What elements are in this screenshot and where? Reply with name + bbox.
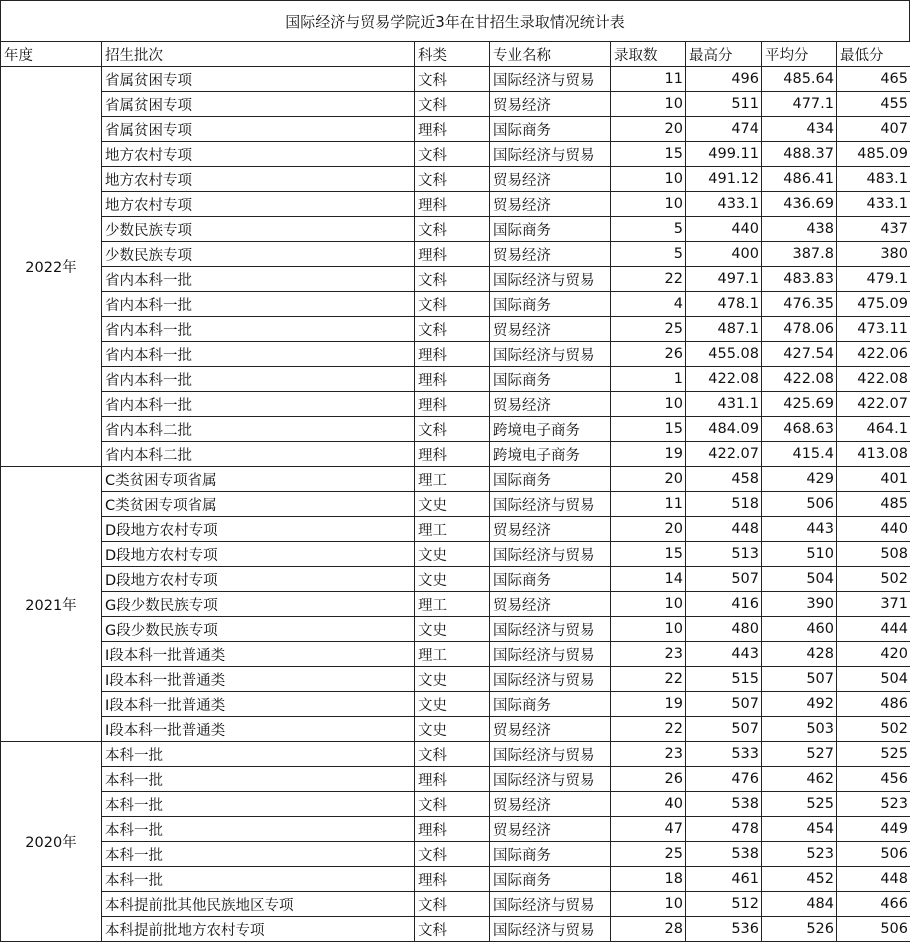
batch-cell: C类贫困专项省属 [102,467,415,492]
category-cell: 文史 [415,492,490,517]
admitted-count-cell: 10 [611,617,686,642]
avg-score-cell: 427.54 [762,342,837,367]
avg-score-cell: 468.63 [762,417,837,442]
table-row [1,767,910,792]
table-row [1,142,910,167]
table-body [1,67,910,942]
max-score-cell: 487.1 [686,317,762,342]
category-cell: 理科 [415,367,490,392]
max-score-cell: 433.1 [686,192,762,217]
max-score-cell: 484.09 [686,417,762,442]
table-row [1,717,910,742]
major-cell: 贸易经济 [490,392,611,417]
admitted-count-cell: 20 [611,517,686,542]
min-score-cell: 380 [837,242,910,267]
major-cell: 贸易经济 [490,242,611,267]
batch-cell: I段本科一批普通类 [102,642,415,667]
table-row [1,117,910,142]
table-row [1,167,910,192]
table-row [1,617,910,642]
table-row [1,842,910,867]
avg-score-cell: 478.06 [762,317,837,342]
admission-table [0,41,910,942]
max-score-cell: 458 [686,467,762,492]
avg-score-cell: 527 [762,742,837,767]
min-score-cell: 456 [837,767,910,792]
max-score-cell: 538 [686,792,762,817]
min-score-cell: 485.09 [837,142,910,167]
category-cell: 文史 [415,667,490,692]
table-row [1,917,910,942]
table-row [1,867,910,892]
max-score-cell: 491.12 [686,167,762,192]
major-cell: 国际商务 [490,867,611,892]
category-cell: 文科 [415,217,490,242]
major-cell: 国际商务 [490,117,611,142]
major-cell: 贸易经济 [490,717,611,742]
batch-cell: 省内本科二批 [102,417,415,442]
batch-cell: 省内本科一批 [102,367,415,392]
major-cell: 国际经济与贸易 [490,617,611,642]
admitted-count-cell: 47 [611,817,686,842]
major-cell: 国际商务 [490,367,611,392]
min-score-cell: 525 [837,742,910,767]
batch-cell: 省内本科一批 [102,317,415,342]
batch-cell: 本科提前批其他民族地区专项 [102,892,415,917]
avg-score-cell: 506 [762,492,837,517]
batch-cell: 地方农村专项 [102,192,415,217]
category-cell: 文科 [415,317,490,342]
category-cell: 文史 [415,542,490,567]
max-score-cell: 496 [686,67,762,92]
min-score-cell: 465 [837,67,910,92]
category-cell: 理工 [415,642,490,667]
min-score-cell: 483.1 [837,167,910,192]
max-score-cell: 478.1 [686,292,762,317]
admitted-count-cell: 22 [611,717,686,742]
header-row [1,42,910,67]
min-score-cell: 485 [837,492,910,517]
major-cell: 国际经济与贸易 [490,267,611,292]
admitted-count-cell: 22 [611,667,686,692]
admitted-count-cell: 26 [611,342,686,367]
min-score-cell: 401 [837,467,910,492]
table-row [1,567,910,592]
min-score-cell: 506 [837,917,910,942]
header-min-score: 最低分 [837,42,910,67]
avg-score-cell: 434 [762,117,837,142]
avg-score-cell: 523 [762,842,837,867]
min-score-cell: 502 [837,567,910,592]
max-score-cell: 507 [686,692,762,717]
max-score-cell: 474 [686,117,762,142]
avg-score-cell: 425.69 [762,392,837,417]
batch-cell: 本科一批 [102,792,415,817]
major-cell: 国际商务 [490,692,611,717]
category-cell: 文史 [415,567,490,592]
major-cell: 贸易经济 [490,817,611,842]
admitted-count-cell: 15 [611,417,686,442]
category-cell: 文科 [415,292,490,317]
admitted-count-cell: 10 [611,92,686,117]
table-row [1,492,910,517]
table-row [1,442,910,467]
min-score-cell: 413.08 [837,442,910,467]
admitted-count-cell: 14 [611,567,686,592]
min-score-cell: 440 [837,517,910,542]
batch-cell: G段少数民族专项 [102,592,415,617]
header-avg-score: 平均分 [762,42,837,67]
min-score-cell: 444 [837,617,910,642]
major-cell: 国际经济与贸易 [490,342,611,367]
category-cell: 理工 [415,517,490,542]
max-score-cell: 431.1 [686,392,762,417]
avg-score-cell: 387.8 [762,242,837,267]
batch-cell: D段地方农村专项 [102,517,415,542]
major-cell: 国际商务 [490,217,611,242]
batch-cell: G段少数民族专项 [102,617,415,642]
major-cell: 国际商务 [490,842,611,867]
category-cell: 理工 [415,592,490,617]
batch-cell: 省内本科一批 [102,392,415,417]
major-cell: 国际经济与贸易 [490,542,611,567]
batch-cell: 少数民族专项 [102,217,415,242]
category-cell: 文科 [415,267,490,292]
category-cell: 理科 [415,442,490,467]
major-cell: 国际经济与贸易 [490,917,611,942]
major-cell: 贸易经济 [490,92,611,117]
category-cell: 理科 [415,242,490,267]
category-cell: 文科 [415,417,490,442]
header-batch: 招生批次 [102,42,415,67]
major-cell: 国际经济与贸易 [490,642,611,667]
min-score-cell: 502 [837,717,910,742]
batch-cell: 地方农村专项 [102,167,415,192]
avg-score-cell: 486.41 [762,167,837,192]
batch-cell: 省内本科一批 [102,292,415,317]
table-row [1,592,910,617]
batch-cell: 本科提前批地方农村专项 [102,917,415,942]
major-cell: 国际商务 [490,467,611,492]
avg-score-cell: 428 [762,642,837,667]
max-score-cell: 440 [686,217,762,242]
admitted-count-cell: 10 [611,192,686,217]
major-cell: 国际经济与贸易 [490,742,611,767]
header-category: 科类 [415,42,490,67]
category-cell: 文科 [415,892,490,917]
category-cell: 理科 [415,192,490,217]
min-score-cell: 422.08 [837,367,910,392]
min-score-cell: 422.07 [837,392,910,417]
category-cell: 理科 [415,117,490,142]
batch-cell: 少数民族专项 [102,242,415,267]
max-score-cell: 416 [686,592,762,617]
avg-score-cell: 422.08 [762,367,837,392]
min-score-cell: 420 [837,642,910,667]
admitted-count-cell: 4 [611,292,686,317]
batch-cell: 本科一批 [102,867,415,892]
admitted-count-cell: 10 [611,892,686,917]
max-score-cell: 480 [686,617,762,642]
category-cell: 文史 [415,717,490,742]
header-max-score: 最高分 [686,42,762,67]
major-cell: 国际经济与贸易 [490,892,611,917]
batch-cell: 本科一批 [102,817,415,842]
avg-score-cell: 488.37 [762,142,837,167]
max-score-cell: 518 [686,492,762,517]
major-cell: 贸易经济 [490,517,611,542]
table-row [1,342,910,367]
batch-cell: I段本科一批普通类 [102,667,415,692]
max-score-cell: 448 [686,517,762,542]
category-cell: 理科 [415,867,490,892]
max-score-cell: 507 [686,717,762,742]
avg-score-cell: 526 [762,917,837,942]
batch-cell: 省内本科二批 [102,442,415,467]
batch-cell: 省内本科一批 [102,267,415,292]
max-score-cell: 443 [686,642,762,667]
avg-score-cell: 415.4 [762,442,837,467]
category-cell: 文科 [415,742,490,767]
max-score-cell: 515 [686,667,762,692]
admitted-count-cell: 20 [611,467,686,492]
batch-cell: 本科一批 [102,842,415,867]
avg-score-cell: 510 [762,542,837,567]
table-row [1,517,910,542]
category-cell: 理科 [415,767,490,792]
year-cell: 2022年 [1,67,102,467]
avg-score-cell: 460 [762,617,837,642]
avg-score-cell: 484 [762,892,837,917]
admitted-count-cell: 40 [611,792,686,817]
table-row [1,467,910,492]
avg-score-cell: 525 [762,792,837,817]
category-cell: 文科 [415,167,490,192]
category-cell: 理科 [415,342,490,367]
major-cell: 国际经济与贸易 [490,492,611,517]
year-cell: 2021年 [1,467,102,742]
major-cell: 贸易经济 [490,192,611,217]
admitted-count-cell: 19 [611,692,686,717]
major-cell: 国际商务 [490,292,611,317]
table-row [1,67,910,92]
category-cell: 文科 [415,917,490,942]
category-cell: 文科 [415,92,490,117]
category-cell: 理科 [415,392,490,417]
min-score-cell: 449 [837,817,910,842]
header-major: 专业名称 [490,42,611,67]
table-row [1,192,910,217]
max-score-cell: 533 [686,742,762,767]
major-cell: 贸易经济 [490,317,611,342]
table-row [1,267,910,292]
major-cell: 国际经济与贸易 [490,667,611,692]
category-cell: 文科 [415,142,490,167]
max-score-cell: 511 [686,92,762,117]
avg-score-cell: 390 [762,592,837,617]
batch-cell: D段地方农村专项 [102,542,415,567]
min-score-cell: 455 [837,92,910,117]
min-score-cell: 473.11 [837,317,910,342]
avg-score-cell: 485.64 [762,67,837,92]
category-cell: 文史 [415,617,490,642]
batch-cell: 地方农村专项 [102,142,415,167]
table-row [1,242,910,267]
min-score-cell: 486 [837,692,910,717]
avg-score-cell: 483.83 [762,267,837,292]
admitted-count-cell: 25 [611,842,686,867]
header-year: 年度 [1,42,102,67]
admitted-count-cell: 11 [611,67,686,92]
max-score-cell: 476 [686,767,762,792]
table-row [1,817,910,842]
avg-score-cell: 477.1 [762,92,837,117]
max-score-cell: 536 [686,917,762,942]
table-row [1,642,910,667]
batch-cell: 省内本科一批 [102,342,415,367]
admitted-count-cell: 25 [611,317,686,342]
category-cell: 理科 [415,817,490,842]
batch-cell: 本科一批 [102,742,415,767]
max-score-cell: 507 [686,567,762,592]
table-row [1,367,910,392]
table-row [1,692,910,717]
category-cell: 文史 [415,692,490,717]
max-score-cell: 538 [686,842,762,867]
major-cell: 国际商务 [490,567,611,592]
max-score-cell: 512 [686,892,762,917]
major-cell: 跨境电子商务 [490,417,611,442]
batch-cell: I段本科一批普通类 [102,692,415,717]
admitted-count-cell: 15 [611,542,686,567]
min-score-cell: 475.09 [837,292,910,317]
table-title: 国际经济与贸易学院近3年在甘招生录取情况统计表 [0,0,910,41]
admitted-count-cell: 5 [611,242,686,267]
avg-score-cell: 443 [762,517,837,542]
admitted-count-cell: 11 [611,492,686,517]
min-score-cell: 464.1 [837,417,910,442]
table-row [1,292,910,317]
category-cell: 文科 [415,842,490,867]
table-row [1,742,910,767]
table-row [1,92,910,117]
admitted-count-cell: 10 [611,392,686,417]
batch-cell: 省属贫困专项 [102,67,415,92]
max-score-cell: 422.08 [686,367,762,392]
major-cell: 国际经济与贸易 [490,142,611,167]
min-score-cell: 407 [837,117,910,142]
avg-score-cell: 438 [762,217,837,242]
batch-cell: 省属贫困专项 [102,92,415,117]
batch-cell: D段地方农村专项 [102,567,415,592]
admitted-count-cell: 10 [611,167,686,192]
major-cell: 贸易经济 [490,592,611,617]
min-score-cell: 448 [837,867,910,892]
max-score-cell: 461 [686,867,762,892]
major-cell: 贸易经济 [490,792,611,817]
admitted-count-cell: 10 [611,592,686,617]
admitted-count-cell: 22 [611,267,686,292]
min-score-cell: 371 [837,592,910,617]
avg-score-cell: 504 [762,567,837,592]
admitted-count-cell: 18 [611,867,686,892]
avg-score-cell: 436.69 [762,192,837,217]
category-cell: 文科 [415,792,490,817]
avg-score-cell: 503 [762,717,837,742]
admitted-count-cell: 1 [611,367,686,392]
major-cell: 跨境电子商务 [490,442,611,467]
table-row [1,792,910,817]
min-score-cell: 506 [837,842,910,867]
table-row [1,317,910,342]
table-row [1,667,910,692]
avg-score-cell: 454 [762,817,837,842]
max-score-cell: 513 [686,542,762,567]
max-score-cell: 422.07 [686,442,762,467]
admitted-count-cell: 23 [611,742,686,767]
header-admitted: 录取数 [611,42,686,67]
table-row [1,892,910,917]
avg-score-cell: 429 [762,467,837,492]
major-cell: 贸易经济 [490,167,611,192]
category-cell: 文科 [415,67,490,92]
max-score-cell: 499.11 [686,142,762,167]
avg-score-cell: 492 [762,692,837,717]
max-score-cell: 455.08 [686,342,762,367]
table-row [1,392,910,417]
min-score-cell: 504 [837,667,910,692]
avg-score-cell: 476.35 [762,292,837,317]
major-cell: 国际经济与贸易 [490,67,611,92]
batch-cell: I段本科一批普通类 [102,717,415,742]
min-score-cell: 433.1 [837,192,910,217]
admitted-count-cell: 28 [611,917,686,942]
max-score-cell: 478 [686,817,762,842]
avg-score-cell: 452 [762,867,837,892]
min-score-cell: 422.06 [837,342,910,367]
table-row [1,417,910,442]
table-row [1,217,910,242]
year-cell: 2020年 [1,742,102,942]
table-row [1,542,910,567]
admitted-count-cell: 23 [611,642,686,667]
admitted-count-cell: 20 [611,117,686,142]
max-score-cell: 400 [686,242,762,267]
batch-cell: 省属贫困专项 [102,117,415,142]
avg-score-cell: 462 [762,767,837,792]
admitted-count-cell: 15 [611,142,686,167]
avg-score-cell: 507 [762,667,837,692]
min-score-cell: 508 [837,542,910,567]
admitted-count-cell: 26 [611,767,686,792]
min-score-cell: 479.1 [837,267,910,292]
batch-cell: 本科一批 [102,767,415,792]
admitted-count-cell: 5 [611,217,686,242]
min-score-cell: 437 [837,217,910,242]
min-score-cell: 523 [837,792,910,817]
admitted-count-cell: 19 [611,442,686,467]
batch-cell: C类贫困专项省属 [102,492,415,517]
max-score-cell: 497.1 [686,267,762,292]
min-score-cell: 466 [837,892,910,917]
category-cell: 理工 [415,467,490,492]
major-cell: 国际经济与贸易 [490,767,611,792]
